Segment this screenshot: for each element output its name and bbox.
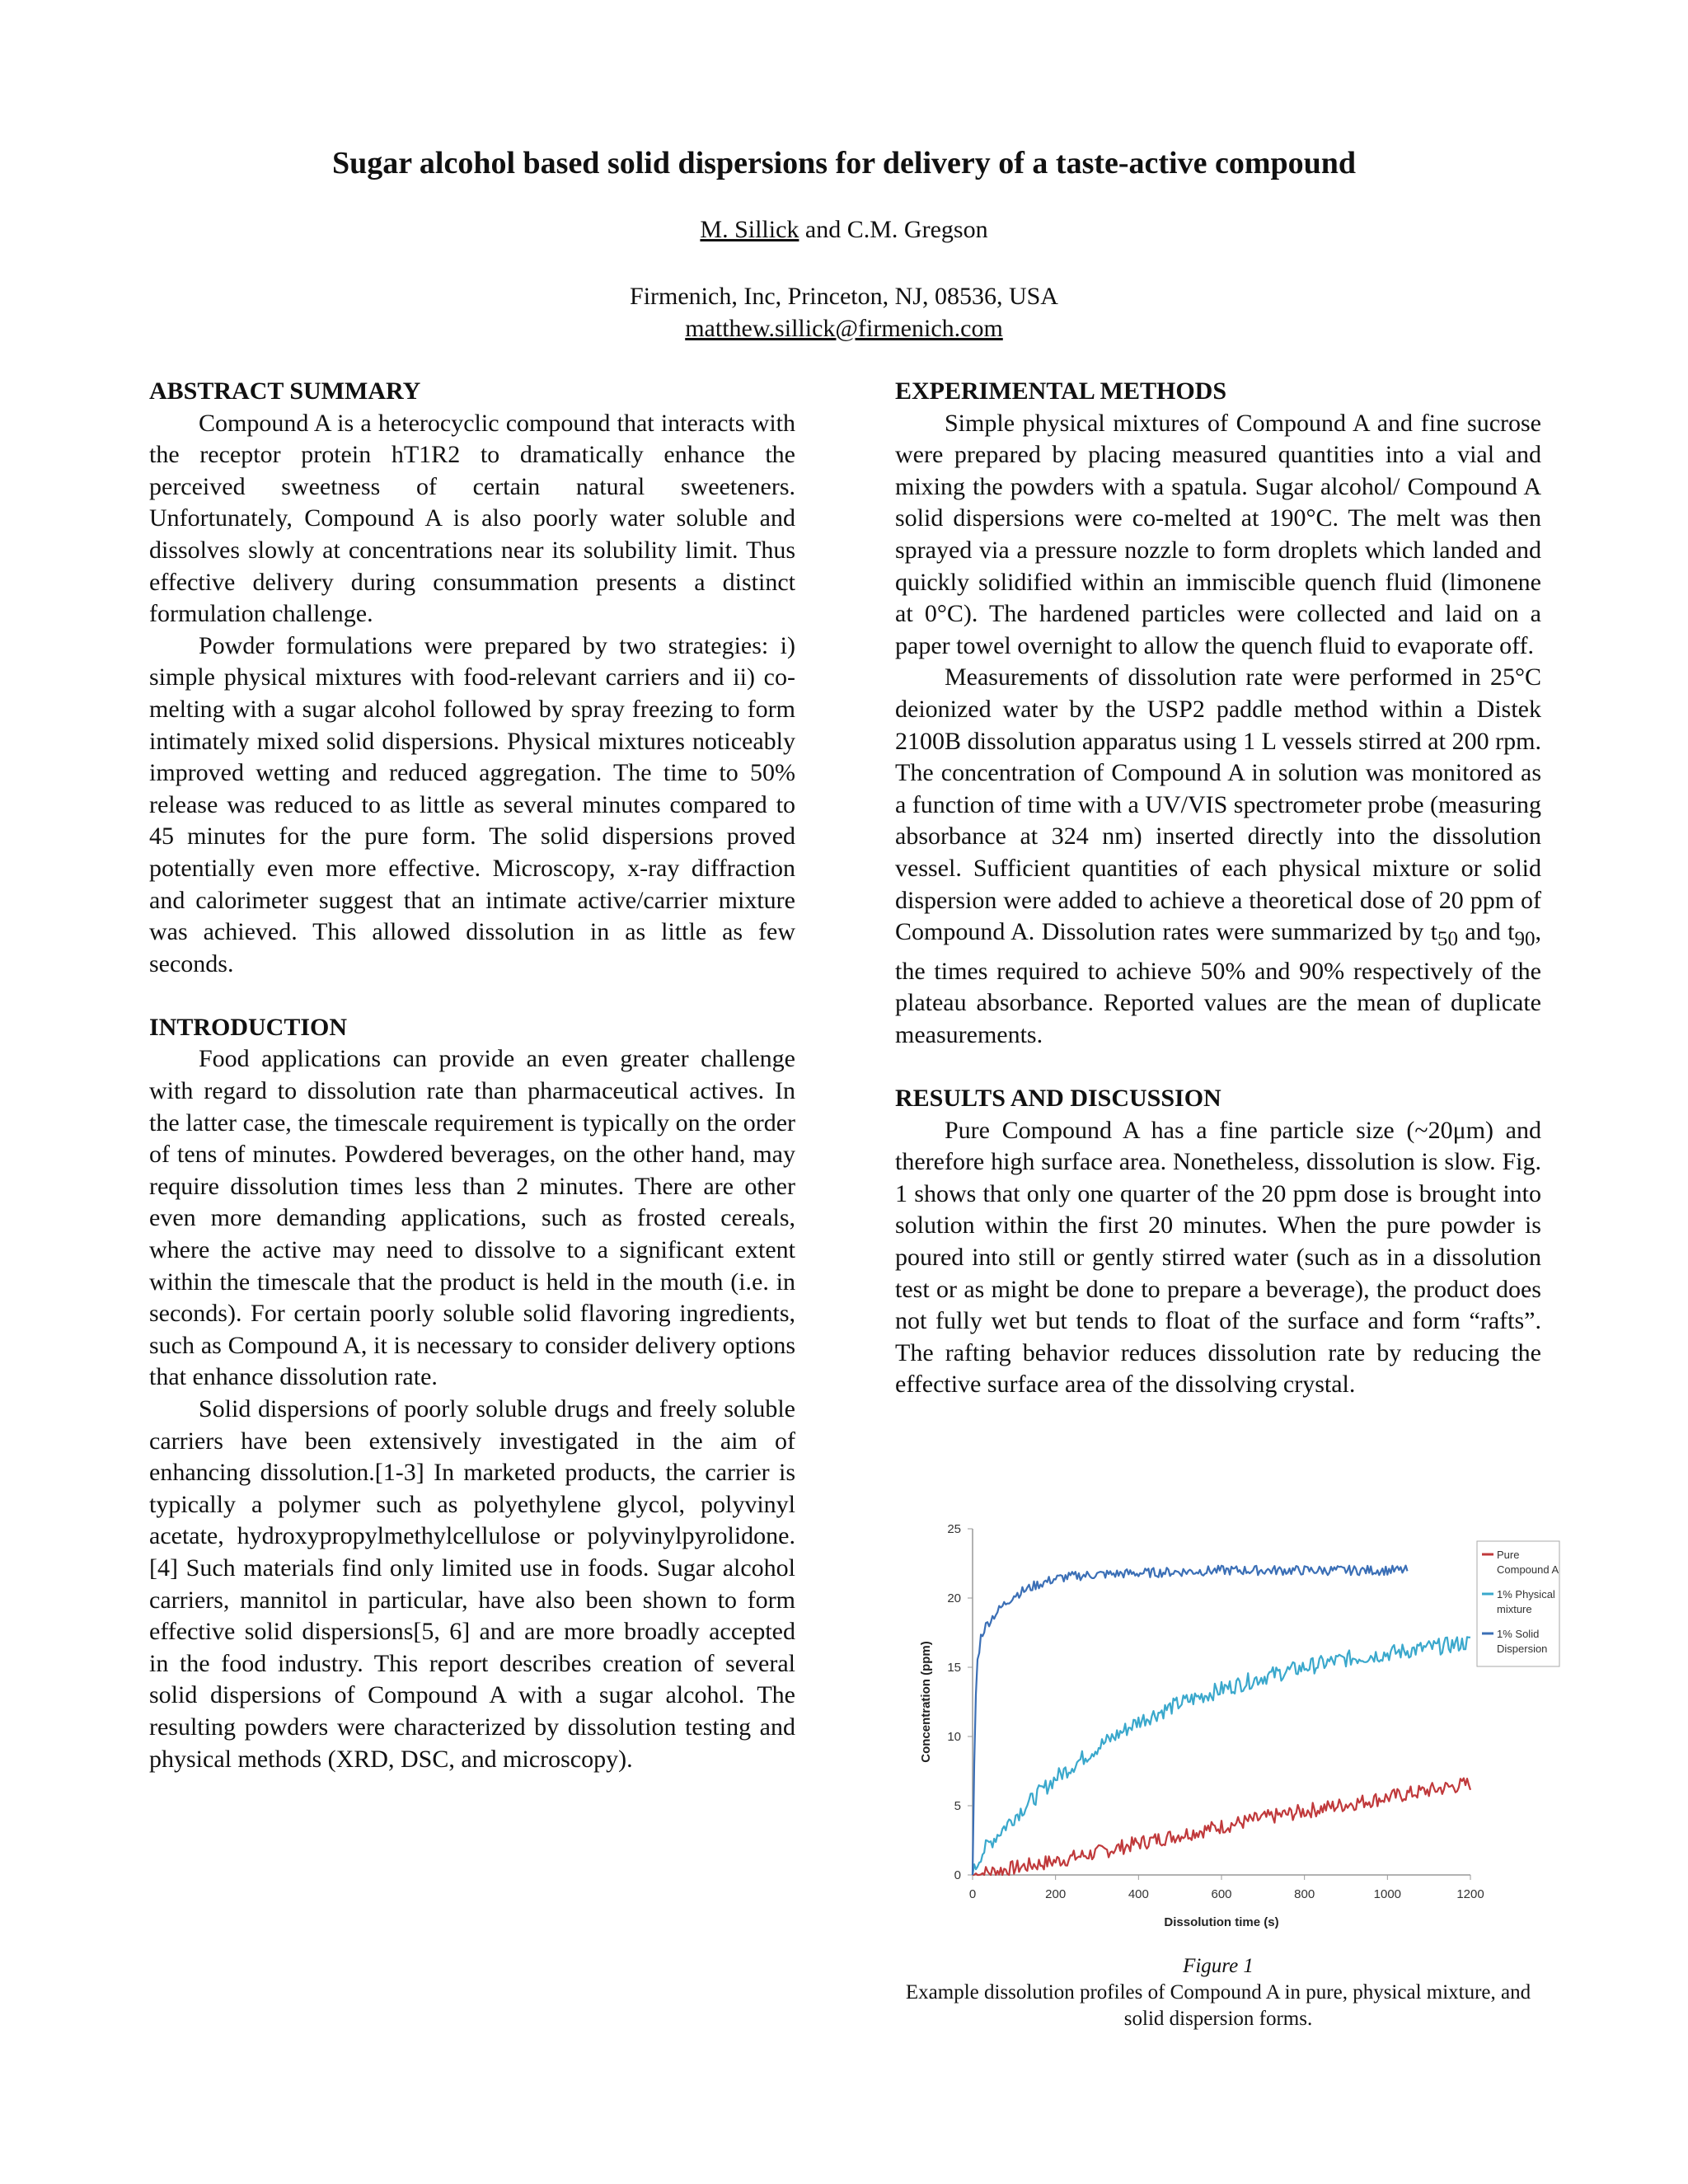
x-tick-label: 800 [1294,1887,1315,1901]
right-column [895,376,1541,1401]
legend-label: Compound A [1497,1563,1559,1576]
email-link[interactable]: matthew.sillick@firmenich.com [685,315,1003,342]
results-paragraph: Pure Compound A has a fine particle size (~20μm) and therefore high surface area. Nonetheless, dissolution is slow. Fig. 1 shows that only one quarter of the 20 ppm dose is brought into solution within the first 20 minutes. When the pure powder is poured into still or gently stirred water (such as in a dissolution test or as might be done to prepare a beverage), the product does not fully wet but tends to float of the surface and form “rafts”. The rafting behavior reduces dissolution rate by reducing the effective surface area of the dissolving crystal. [895,1116,1541,1399]
left-column [149,376,795,1775]
x-tick-label: 400 [1128,1887,1149,1901]
series-line-3 [973,1566,1408,1875]
series-line-2 [973,1637,1470,1875]
y-tick-label: 20 [947,1591,961,1605]
author-line [0,216,1688,244]
legend-label: mixture [1497,1603,1532,1615]
abstract-heading: ABSTRACT SUMMARY [149,377,421,405]
abstract-paragraph: Powder formulations were prepared by two strategies: i) simple physical mixtures with food-relevant carriers and ii) co-melting with a sugar alcohol followed by spray freezing to form intimately mixed solid dispersions. Physical mixtures noticeably improved wetting and reduced aggregation. The time to 50% release was reduced to as little as several minutes compared to 45 minutes for the pure form. The solid dispersions proved potentially even more effective. Microscopy, x-ray diffraction and calorimeter suggest that an intimate active/carrier mixture was achieved. This allowed dissolution in as little as few seconds. [149,631,795,977]
co-authors: and C.M. Gregson [799,216,988,243]
x-tick-label: 1000 [1373,1887,1402,1901]
presenting-author: M. Sillick [700,216,799,243]
legend-label: Dispersion [1497,1643,1548,1655]
results-heading: RESULTS AND DISCUSSION [895,1085,1221,1113]
introduction-paragraph: Solid dispersions of poorly soluble drugs and freely soluble carriers have been extensively investigated in the aim of enhancing dissolution.[1-3] In marketed products, the carrier is typically a polymer such as polyethylene glycol, polyvinyl acetate, hydroxypropylmethylcellulose or polyvinylpyrolidone.[4] Such materials find only limited use in foods. Sugar alcohol carriers, mannitol in particular, have also been shown to form effective solid dispersions[5, 6] and are more broadly accepted in the food industry. This report describes creation of several solid dispersions of Compound A with a sugar alcohol. The resulting powders were characterized by dissolution testing and physical methods (XRD, DSC, and microscopy). [149,1395,795,1773]
x-tick-label: 0 [968,1887,977,1901]
y-tick-label: 15 [947,1661,961,1675]
introduction-paragraph: Food applications can provide an even greater challenge with regard to dissolution rate than pharmaceutical actives. In the latter case, the timescale requirement is typically on the order of tens of minutes. Powdered beverages, on the other hand, may require dissolution times less than 2 minutes. There are other even more demanding applications, such as frosted cereals, where the active may need to dissolve to a significant extent within the timescale that the product is held in the mouth (i.e. in seconds). For certain poorly soluble solid flavoring ingredients, such as Compound A, it is necessary to consider delivery options that enhance dissolution rate. [149,1045,795,1391]
dissolution-chart [898,1516,1559,1953]
figure-label: Figure 1 [1183,1955,1254,1977]
x-axis-label: Dissolution time (s) [1164,1915,1279,1929]
affiliation-block [0,280,1688,344]
methods-heading: EXPERIMENTAL METHODS [895,377,1226,405]
affiliation: Firmenich, Inc, Princeton, NJ, 08536, USA [630,283,1058,310]
x-tick-label: 600 [1211,1887,1232,1901]
introduction-heading: INTRODUCTION [149,1013,348,1041]
y-tick-label: 10 [947,1730,961,1744]
legend-label: Pure [1497,1549,1520,1561]
abstract-paragraph: Compound A is a heterocyclic compound that interacts with the receptor protein hT1R2 to dramatically enhance the perceived sweetness of certain natural sweeteners. Unfortunately, Compound A is also poorly water soluble and dissolves slowly at concentrations near its solubility limit. Thus effective delivery during consummation presents a distinct formulation challenge. [149,409,795,628]
figure-caption-text: Example dissolution profiles of Compound A in pure, physical mixture, and solid dispersion forms. [905,1981,1531,2030]
paper-title: Sugar alcohol based solid dispersions for delivery of a taste-active compound [331,146,1357,180]
legend-label: 1% Solid [1497,1628,1540,1640]
figure-1 [898,1516,1559,1978]
y-axis-label: Concentration (ppm) [919,1641,933,1763]
methods-paragraph: Measurements of dissolution rate were performed in 25°C deionized water by the USP2 paddle method within a Distek 2100B dissolution apparatus using 1 L vessels stirred at 200 rpm. The concentration of Compound A in solution was monitored as a function of time with a UV/VIS spectrometer probe (measuring absorbance at 324 nm) inserted directly into the dissolution vessel. Sufficient quantities of each physical mixture or solid dispersion were added to achieve a theoretical dose of 20 ppm of Compound A. Dissolution rates were summarized by $t_{50}$ and $t_{90}$, the times required to achieve 50% and 90% respectively of the plateau absorbance. Reported values are the mean of duplicate measurements. [895,663,1542,1048]
y-tick-label: 25 [947,1522,961,1536]
methods-paragraph: Simple physical mixtures of Compound A and fine sucrose were prepared by placing measured quantities into a vial and mixing the powders with a spatula. Sugar alcohol/ Compound A solid dispersions were co-melted at 190°C. The melt was then sprayed via a pressure nozzle to form droplets which landed and quickly solidified within an immiscible quench fluid (limonene at 0°C). The hardened particles were collected and laid on a paper towel overnight to allow the quench fluid to evaporate off. [895,409,1541,659]
y-tick-label: 5 [954,1799,961,1813]
y-tick-label: 0 [954,1868,961,1882]
x-tick-label: 1200 [1456,1887,1484,1901]
legend-label: 1% Physical [1497,1588,1555,1601]
x-tick-label: 200 [1045,1887,1067,1901]
figure-caption [895,1953,1541,2032]
